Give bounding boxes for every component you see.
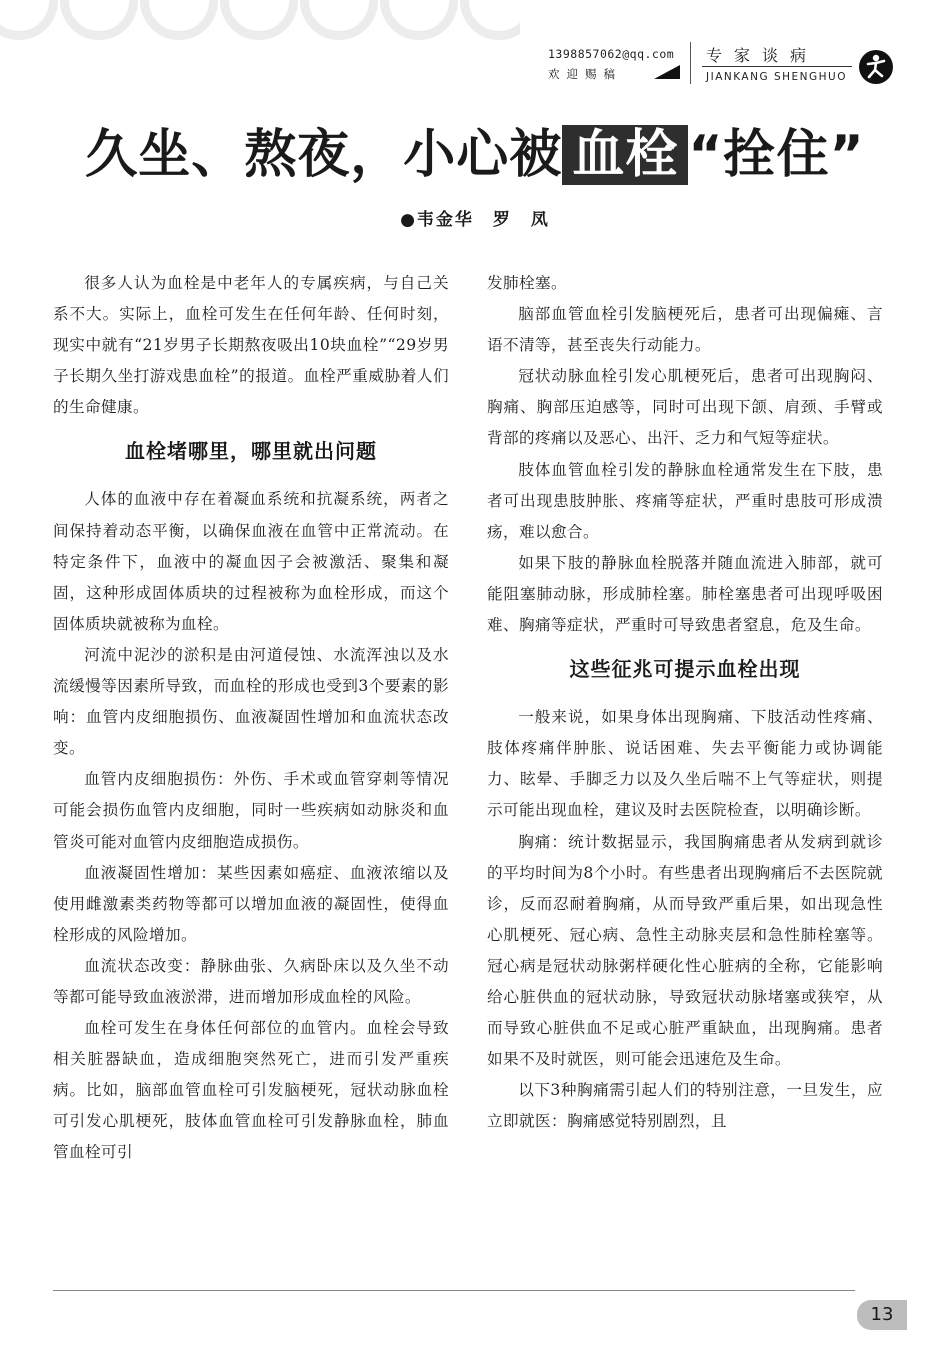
paragraph: 胸痛：统计数据显示，我国胸痛患者从发病到就诊的平均时间为8个小时。有些患者出现胸痛后不去医院就诊，反而忍耐着胸痛，从而导致严重后果，如出现急性心肌梗死、冠心病、急性主动脉夹层和急性肺栓塞等。冠心病是冠状动脉粥样硬化性心脏病的全称，它能影响给心脏供血的冠状动脉，导致冠状动脉堵塞或狭窄，从而导致心脏供血不足或心脏严重缺血，出现胸痛。患者如果不及时就医，则可能会迅速危及生命。 [487, 832, 883, 1069]
column-underline [702, 66, 852, 67]
paragraph: 血流状态改变：静脉曲张、久病卧床以及久坐不动等都可能导致血液淤滞，进而增加形成血栓的风险。 [53, 956, 449, 1006]
left-column [53, 268, 449, 1169]
welcome-text: 欢迎赐稿 [548, 67, 622, 81]
column-name: 专家谈病 [706, 46, 819, 65]
title-part2: “拴住” [688, 125, 865, 185]
paragraph: 血管内皮细胞损伤：外伤、手术或血管穿刺等情况可能会损伤血管内皮细胞，同时一些疾病如动脉炎和血管炎可能对血管内皮细胞造成损伤。 [53, 770, 449, 851]
article-authors: ●韦金华 罗 凤 [400, 210, 550, 230]
paragraph: 冠状动脉血栓引发心肌梗死后，患者可出现胸闷、胸痛、胸部压迫感等，同时可出现下颌、肩颈、手臂或背部的疼痛以及恶心、出汗、乏力和气短等症状。 [487, 367, 883, 448]
title-part1: 久坐、熬夜，小心被 [85, 125, 563, 185]
section-heading: 血栓堵哪里，哪里就出问题 [125, 439, 377, 464]
page-number: 13 [857, 1300, 907, 1330]
paragraph: 血液凝固性增加：某些因素如癌症、血液浓缩以及使用雌激素类药物等都可以增加血液的凝固性，使得血栓形成的风险增加。 [53, 863, 449, 944]
paragraph: 很多人认为血栓是中老年人的专属疾病，与自己关系不大。实际上，血栓可发生在任何年龄、任何时刻，现实中就有“21岁男子长期熬夜吸出10块血栓”“29岁男子长期久坐打游戏患血栓”的报道。血栓严重威胁着人们的生命健康。 [53, 274, 449, 417]
paragraph: 河流中泥沙的淤积是由河道侵蚀、水流浑浊以及水流缓慢等因素所导致，而血栓的形成也受到3个要素的影响：血管内皮细胞损伤、血液凝固性增加和血流状态改变。 [53, 645, 449, 758]
paragraph: 血栓可发生在身体任何部位的血管内。血栓会导致相关脏器缺血，造成细胞突然死亡，进而引发严重疾病。比如，脑部血管血栓可引发脑梗死，冠状动脉血栓可引发心肌梗死，肢体血管血栓可引发静脉血栓，肺血管血栓可引 [53, 1019, 449, 1162]
dancing-figure-icon [859, 50, 893, 84]
section-heading: 这些征兆可提示血栓出现 [569, 657, 801, 682]
paragraph: 以下3种胸痛需引起人们的特别注意，一旦发生，应立即就医：胸痛感觉特别剧烈，且 [487, 1081, 883, 1131]
column-pinyin: JIANKANG SHENGHUO [706, 71, 847, 83]
paragraph: 肢体血管血栓引发的静脉血栓通常发生在下肢，患者可出现患肢肿胀、疼痛等症状，严重时患肢可形成溃疡，难以愈合。 [487, 460, 883, 541]
paragraph: 如果下肢的静脉血栓脱落并随血流进入肺部，就可能阻塞肺动脉，形成肺栓塞。肺栓塞患者可出现呼吸困难、胸痛等症状，严重时可导致患者窒息，危及生命。 [487, 553, 883, 635]
footer-rule [53, 1290, 855, 1291]
paragraph: 人体的血液中存在着凝血系统和抗凝系统，两者之间保持着动态平衡，以确保血液在血管中正常流动。在特定条件下，血液中的凝血因子会被激活、聚集和凝固，这种形成固体质块的过程被称为血栓形成，而这个固体质块就被称为血栓。 [53, 490, 449, 633]
paragraph-continuation: 发肺栓塞。 [487, 274, 567, 292]
header-divider [690, 42, 691, 84]
article-title [0, 112, 950, 187]
paragraph: 脑部血管血栓引发脑梗死后，患者可出现偏瘫、言语不清等，甚至丧失行动能力。 [487, 305, 883, 355]
right-column [487, 268, 883, 1137]
title-highlight: 血栓 [562, 125, 688, 185]
header-decoration [0, 0, 520, 70]
submission-email: 1398857062@qq.com [548, 47, 675, 61]
paragraph: 一般来说，如果身体出现胸痛、下肢活动性疼痛、肢体疼痛伴肿胀、说话困难、失去平衡能力或协调能力、眩晕、手脚乏力以及久坐后喘不上气等症状，则提示可能出现血栓，建议及时去医院检查，以明确诊断。 [487, 708, 883, 820]
triangle-marker-icon [654, 65, 680, 79]
